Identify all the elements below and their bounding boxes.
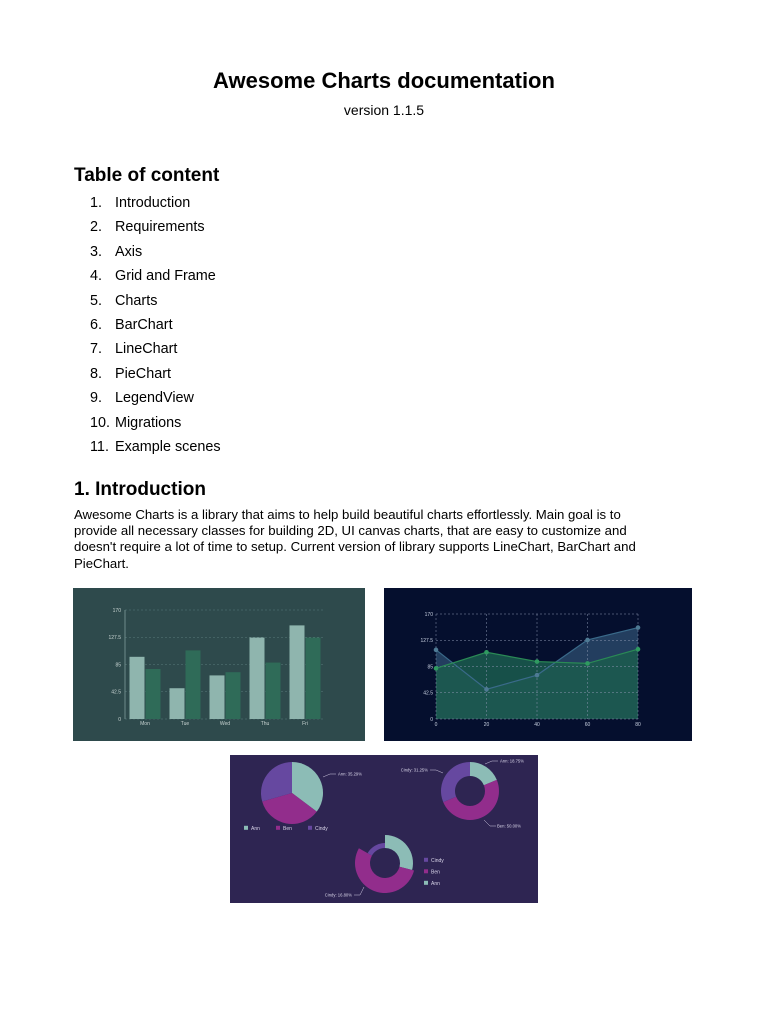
- pie-charts-svg: [230, 755, 538, 903]
- bar: [226, 672, 241, 719]
- x-tick-label: Mon: [140, 721, 150, 727]
- version-label: version 1.1.5: [343, 102, 425, 118]
- bar: [146, 669, 161, 719]
- toc-item-requirements[interactable]: [74, 218, 221, 242]
- bar: [186, 650, 201, 719]
- toc-item-label: Charts: [115, 292, 158, 309]
- toc-heading: Table of content: [74, 165, 220, 186]
- bar: [130, 657, 145, 719]
- toc-item-number: 11.: [90, 438, 109, 455]
- legend-label: Ann: [251, 825, 260, 832]
- y-tick-label: 170: [424, 611, 433, 618]
- toc-item-label: Axis: [115, 243, 143, 260]
- legend-swatch: [424, 881, 428, 885]
- data-point: [484, 650, 489, 655]
- paragraph-line: PieChart.: [74, 555, 129, 571]
- toc-item-number: 2.: [90, 219, 103, 236]
- toc-item-label: Grid and Frame: [115, 268, 216, 285]
- x-tick-label: Thu: [260, 721, 270, 727]
- legend-label: Cindy: [315, 825, 328, 832]
- data-point: [434, 666, 439, 671]
- toc-item-label: Migrations: [115, 414, 182, 431]
- toc-item-axis[interactable]: [74, 243, 221, 267]
- x-tick-label: 20: [483, 722, 490, 728]
- toc-item-legendview[interactable]: [74, 389, 221, 413]
- legend-swatch: [308, 826, 312, 830]
- x-tick-label: 0: [434, 722, 438, 728]
- x-tick-label: 80: [635, 722, 641, 728]
- toc-item-number: 9.: [90, 390, 103, 407]
- toc-item-example-scenes[interactable]: [74, 438, 221, 462]
- x-tick-label: Wed: [219, 721, 231, 727]
- toc-item-number: 4.: [90, 268, 103, 285]
- toc-item-label: PieChart: [115, 365, 171, 382]
- legend-swatch: [276, 826, 280, 830]
- slice-annotation: Cindy: 31.25%: [400, 767, 428, 773]
- toc-item-number: 5.: [90, 292, 103, 309]
- paragraph-line: doesn't require a lot of time to setup. Current version of library supports LineChart, BarChart and: [74, 539, 636, 555]
- y-tick-label: 170: [112, 607, 121, 614]
- bar: [250, 638, 265, 719]
- data-point: [434, 648, 439, 653]
- toc-item-number: 1.: [90, 195, 103, 211]
- y-tick-label: 127.5: [420, 638, 433, 645]
- toc-item-migrations[interactable]: [74, 414, 221, 438]
- toc-item-charts[interactable]: [74, 292, 221, 316]
- legend-label: Ann: [431, 880, 440, 887]
- y-tick-label: 85: [115, 662, 121, 669]
- toc-item-barchart[interactable]: [74, 316, 221, 340]
- bar: [170, 688, 185, 719]
- slice-annotation: Ann: 18.75%: [500, 758, 524, 764]
- y-tick-label: 42.5: [111, 689, 121, 696]
- toc-item-introduction[interactable]: [74, 194, 221, 218]
- slice-annotation: Cindy: 16.80%: [324, 892, 352, 898]
- x-tick-label: 40: [534, 722, 540, 728]
- toc-item-label: Example scenes: [115, 438, 221, 455]
- legend-label: Ben: [431, 869, 440, 876]
- bar: [306, 638, 321, 719]
- data-point: [585, 661, 590, 666]
- toc-item-number: 3.: [90, 243, 103, 260]
- paragraph-line: provide all necessary classes for building 2D, UI canvas charts, that are easy to customize and: [74, 523, 627, 539]
- x-tick-label: 60: [584, 722, 591, 728]
- legend-swatch: [424, 869, 428, 873]
- bar: [290, 625, 305, 719]
- slice-annotation: Ben: 50.00%: [497, 823, 521, 829]
- pie-charts-figure: [230, 755, 538, 903]
- data-point: [636, 625, 641, 630]
- paragraph-line: Awesome Charts is a library that aims to help build beautiful charts effortlessly. Main goal is to: [74, 507, 621, 522]
- toc-item-label: Requirements: [115, 219, 205, 236]
- data-point: [636, 647, 641, 652]
- introduction-paragraph: [74, 507, 694, 572]
- toc-item-number: 7.: [90, 341, 103, 358]
- legend-label: Ben: [283, 825, 292, 832]
- data-point: [484, 687, 489, 692]
- y-tick-label: 85: [427, 664, 433, 671]
- toc-item-number: 10.: [90, 414, 111, 431]
- line-chart-svg: [384, 588, 692, 741]
- bar-chart-svg: [73, 588, 365, 741]
- toc-item-label: Introduction: [115, 195, 191, 211]
- toc-item-label: BarChart: [115, 316, 173, 333]
- toc-item-grid-and-frame[interactable]: [74, 267, 221, 291]
- legend-label: Cindy: [431, 857, 444, 864]
- toc-list: [74, 194, 221, 462]
- line-chart-figure: [384, 588, 692, 741]
- legend-swatch: [424, 858, 428, 862]
- bar: [210, 675, 225, 719]
- toc-item-linechart[interactable]: [74, 340, 221, 364]
- legend-swatch: [244, 826, 248, 830]
- toc-item-number: 8.: [90, 365, 103, 382]
- introduction-heading: 1. Introduction: [74, 479, 206, 500]
- data-point: [535, 673, 540, 678]
- y-tick-label: 0: [118, 716, 121, 723]
- y-tick-label: 42.5: [423, 690, 433, 697]
- toc-item-label: LegendView: [115, 390, 194, 407]
- bar-chart-figure: [73, 588, 365, 741]
- x-tick-label: Fri: [302, 721, 308, 727]
- data-point: [585, 638, 590, 643]
- document-title: Awesome Charts documentation: [213, 68, 555, 93]
- data-point: [535, 659, 540, 664]
- slice-annotation: Ann: 35.29%: [338, 771, 362, 777]
- y-tick-label: 0: [430, 716, 433, 723]
- toc-item-piechart[interactable]: [74, 365, 221, 389]
- toc-item-number: 6.: [90, 316, 103, 333]
- x-tick-label: Tue: [180, 721, 190, 727]
- toc-item-label: LineChart: [115, 341, 178, 358]
- bar: [266, 663, 281, 719]
- y-tick-label: 127.5: [108, 635, 121, 642]
